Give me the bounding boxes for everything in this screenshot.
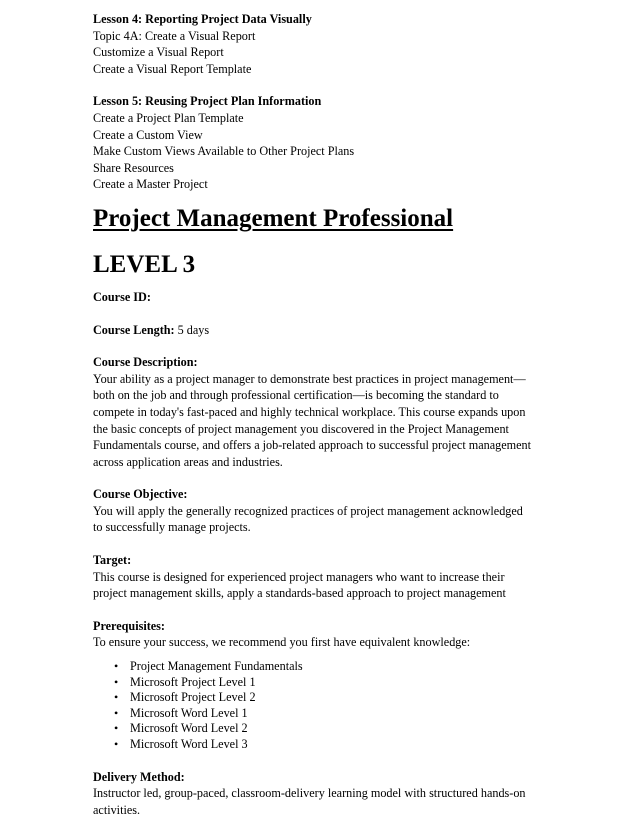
prerequisites-label: Prerequisites: <box>93 618 165 633</box>
list-item <box>93 737 553 753</box>
bullet-icon: • <box>114 721 119 736</box>
paragraph-line: to successfully manage projects. <box>93 520 251 535</box>
spacer <box>93 470 553 486</box>
paragraph-line: compete in today's fast-paced and highly technical workplace. This course expands upon <box>93 404 526 419</box>
paragraph-line: Your ability as a project manager to demonstrate best practices in project management— <box>93 371 526 386</box>
list-item-text: Project Management Fundamentals <box>130 659 303 674</box>
spacer <box>93 536 553 552</box>
paragraph-line: Fundamentals course, and offers a job-related approach to successful project management <box>93 438 532 453</box>
target-label: Target: <box>93 553 132 568</box>
course-description <box>93 371 553 471</box>
course-id-label: Course ID: <box>93 289 151 304</box>
lesson4-item: Customize a Visual Report <box>93 45 224 60</box>
list-item <box>93 675 553 691</box>
delivery-method-text <box>93 785 553 818</box>
course-level: LEVEL 3 <box>93 250 196 278</box>
paragraph-line: Instructor led, group-paced, classroom-delivery learning model with structured hands-on <box>93 786 526 801</box>
list-item-text: Microsoft Word Level 2 <box>130 721 248 736</box>
prerequisites-intro: To ensure your success, we recommend you first have equivalent knowledge: <box>93 635 471 650</box>
course-length-label: Course Length: <box>93 322 175 337</box>
list-item-text: Microsoft Project Level 2 <box>130 690 256 705</box>
course-title: Project Management Professional <box>93 204 454 232</box>
paragraph-line: project management skills, apply a standards-based approach to project management <box>93 586 506 601</box>
paragraph-line: the basic concepts of project management you discovered in the Project Management <box>93 421 509 436</box>
lesson4-heading: Lesson 4: Reporting Project Data Visually <box>93 12 312 26</box>
bullet-icon: • <box>114 737 119 751</box>
bullet-icon: • <box>114 659 119 674</box>
lesson5-item: Make Custom Views Available to Other Project Plans <box>93 144 355 159</box>
lesson5-item: Share Resources <box>93 160 174 175</box>
course-description-label: Course Description: <box>93 355 198 370</box>
target-text <box>93 569 553 602</box>
spacer <box>93 338 553 354</box>
delivery-method-label: Delivery Method: <box>93 769 185 784</box>
bullet-icon: • <box>114 690 119 705</box>
course-objective <box>93 503 553 536</box>
spacer <box>93 77 553 93</box>
spacer <box>93 281 553 289</box>
bullet-icon: • <box>114 674 119 689</box>
spacer <box>93 306 553 322</box>
lesson5-item: Create a Project Plan Template <box>93 110 244 125</box>
lesson5-heading: Lesson 5: Reusing Project Plan Information <box>93 94 322 109</box>
bullet-icon: • <box>114 705 119 720</box>
document-page <box>93 11 553 818</box>
paragraph-line: both on the job and through professional certification—is becoming the standard to <box>93 388 499 403</box>
list-item-text: Microsoft Project Level 1 <box>130 674 256 689</box>
list-item-text: Microsoft Word Level 1 <box>130 705 248 720</box>
list-item <box>93 659 553 675</box>
list-item <box>93 706 553 722</box>
list-item-text: Microsoft Word Level 3 <box>130 737 248 751</box>
course-objective-label: Course Objective: <box>93 487 188 502</box>
paragraph-line: across application areas and industries. <box>93 454 283 469</box>
list-item <box>93 721 553 737</box>
list-item <box>93 690 553 706</box>
lesson5-item: Create a Master Project <box>93 177 208 192</box>
course-length-value: 5 days <box>174 322 210 337</box>
paragraph-line: You will apply the generally recognized practices of project management acknowledged <box>93 503 523 518</box>
lesson5-item: Create a Custom View <box>93 127 203 142</box>
prerequisites-list <box>93 659 553 753</box>
lesson4-item: Create a Visual Report Template <box>93 61 252 76</box>
lesson4-item: Topic 4A: Create a Visual Report <box>93 28 256 43</box>
paragraph-line: This course is designed for experienced project managers who want to increase their <box>93 569 505 584</box>
spacer <box>93 602 553 618</box>
paragraph-line: activities. <box>93 802 141 817</box>
course-length <box>93 322 553 339</box>
spacer <box>93 753 553 769</box>
